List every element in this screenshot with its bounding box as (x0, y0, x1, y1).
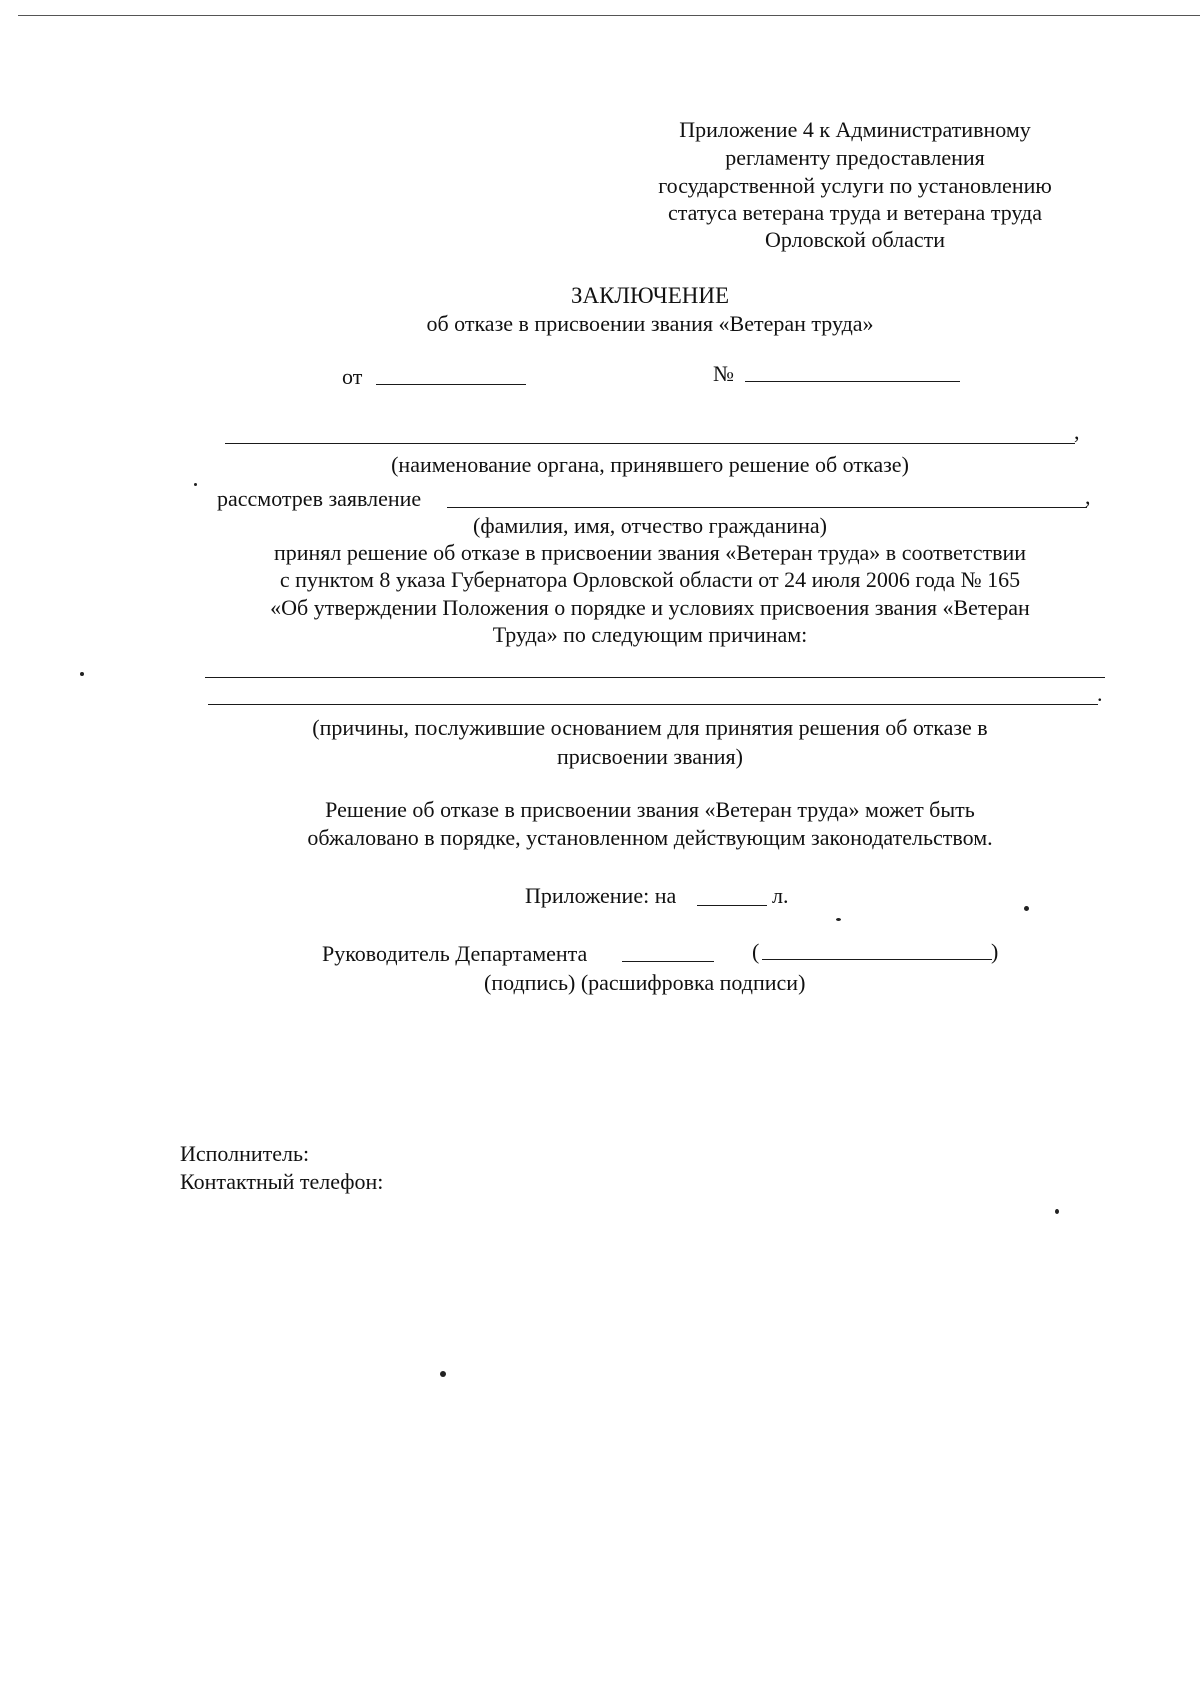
appeal-line-2: обжаловано в порядке, установленном действующим законодательством. (307, 825, 993, 850)
document-subtitle: об отказе в присвоении звания «Ветеран труда» (426, 311, 874, 336)
signature-decode-field[interactable] (762, 959, 992, 960)
organ-comma: , (1074, 419, 1080, 444)
scan-speck (1024, 906, 1029, 911)
date-label: от (342, 364, 363, 389)
decision-line-3: «Об утверждении Положения о порядке и условиях присвоения звания «Ветеран (270, 595, 1030, 620)
decision-line-2: с пунктом 8 указа Губернатора Орловской области от 24 июля 2006 года № 165 (279, 567, 1021, 592)
attachment-pages-field[interactable] (697, 905, 767, 906)
appendix-line-3: государственной услуги по установлению (658, 173, 1052, 198)
appeal-line-1: Решение об отказе в присвоении звания «Ветеран труда» может быть (325, 797, 975, 822)
appendix-line-4: статуса ветерана труда и ветерана труда (668, 200, 1042, 225)
number-field[interactable] (745, 381, 960, 382)
appendix-line-5: Орловской области (765, 227, 945, 252)
executor-label: Исполнитель: (180, 1141, 310, 1166)
reasons-caption-line-2: присвоении звания) (557, 744, 743, 769)
number-label: № (713, 361, 734, 386)
considered-label: рассмотрев заявление (217, 486, 422, 511)
decision-line-1: принял решение об отказе в присвоении звания «Ветеран труда» в соответствии (273, 540, 1027, 565)
date-field[interactable] (376, 384, 526, 385)
citizen-comma: , (1085, 484, 1091, 509)
reasons-field-2[interactable] (208, 704, 1098, 705)
organ-name-field[interactable] (225, 443, 1075, 444)
scan-speck (80, 672, 84, 676)
phone-label: Контактный телефон: (180, 1169, 384, 1194)
scan-top-edge (18, 15, 1200, 16)
signature-field[interactable] (622, 961, 714, 962)
signature-label: Руководитель Департамента (322, 941, 588, 966)
reasons-field-1[interactable] (205, 677, 1105, 678)
signature-open-paren: ( (752, 939, 760, 964)
decision-line-4: Труда» по следующим причинам: (492, 622, 808, 647)
reasons-period: . (1097, 681, 1103, 706)
appendix-line-2: регламенту предоставления (725, 145, 985, 170)
citizen-caption: (фамилия, имя, отчество гражданина) (473, 513, 827, 538)
scan-speck (836, 918, 841, 921)
document-title: ЗАКЛЮЧЕНИЕ (570, 283, 730, 308)
attachment-label: Приложение: на (525, 883, 677, 908)
appendix-line-1: Приложение 4 к Административному (679, 117, 1031, 142)
citizen-name-field[interactable] (447, 507, 1087, 508)
signature-caption: (подпись) (расшифровка подписи) (484, 970, 806, 995)
scan-speck (440, 1371, 446, 1377)
organ-caption: (наименование органа, принявшего решение об отказе) (391, 452, 909, 477)
scan-speck (194, 483, 197, 486)
signature-close-paren: ) (991, 939, 999, 964)
scan-speck (1055, 1209, 1059, 1214)
reasons-caption-line-1: (причины, послужившие основанием для принятия решения об отказе в (312, 715, 988, 740)
attachment-pages-suffix: л. (772, 883, 789, 908)
